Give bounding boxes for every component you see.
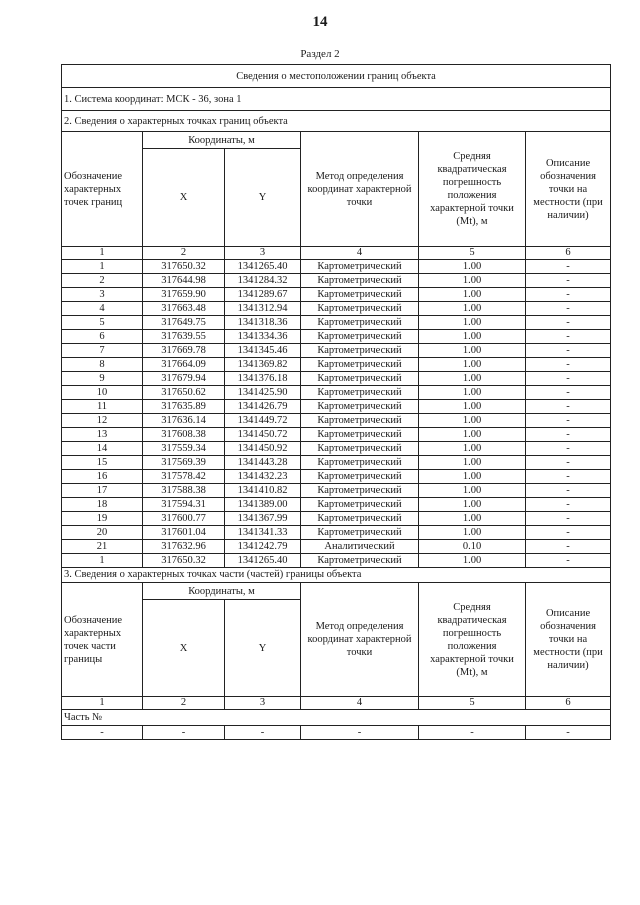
method: Картометрический [301,260,419,274]
point-number: 6 [62,330,143,344]
method: Аналитический [301,540,419,554]
method: Картометрический [301,498,419,512]
column-number: 2 [143,697,225,710]
column-number: 1 [62,697,143,710]
error-mt: 0.10 [419,540,526,554]
point-number: 8 [62,358,143,372]
table-row [62,554,611,568]
table-row [62,414,611,428]
header-y: Y [225,149,301,247]
point-number: 1 [62,260,143,274]
description: - [526,274,611,288]
y-coordinate: 1341425.90 [225,386,301,400]
x-coordinate: 317594.31 [143,498,225,512]
point-number: 5 [62,316,143,330]
point-number: 18 [62,498,143,512]
table-row [62,428,611,442]
description: - [526,428,611,442]
method: Картометрический [301,274,419,288]
y-coordinate: 1341369.82 [225,358,301,372]
part2-title: 3. Сведения о характерных точках части (частей) границы объекта [62,568,611,583]
point-number: 11 [62,400,143,414]
point-number: 15 [62,456,143,470]
part1-column-numbers [62,247,611,260]
error-mt: 1.00 [419,330,526,344]
method: Картометрический [301,372,419,386]
table-row [62,358,611,372]
description: - [526,526,611,540]
header2-designation: Обозначение характерных точек части границы [62,583,143,697]
header-description: Описание обозначения точки на местности (при наличии) [526,132,611,247]
table-row [62,386,611,400]
part2-empty-row [62,726,611,740]
x-coordinate: 317650.62 [143,386,225,400]
description: - [526,456,611,470]
table-title: Сведения о местоположении границ объекта [62,65,611,88]
description: - [526,484,611,498]
description: - [526,442,611,456]
method: Картометрический [301,456,419,470]
y-coordinate: 1341449.72 [225,414,301,428]
point-number: 17 [62,484,143,498]
point-number: 16 [62,470,143,484]
description: - [526,726,611,740]
method: Картометрический [301,484,419,498]
method: Картометрический [301,554,419,568]
x-coordinate: 317663.48 [143,302,225,316]
description: - [526,540,611,554]
description: - [526,498,611,512]
point-number: 12 [62,414,143,428]
method: Картометрический [301,302,419,316]
part-number-label: Часть № [62,710,611,726]
header2-x: X [143,600,225,697]
y-coordinate: 1341341.33 [225,526,301,540]
x-coordinate: 317650.32 [143,554,225,568]
x-coordinate: 317559.34 [143,442,225,456]
y-coordinate: - [225,726,301,740]
method: Картометрический [301,400,419,414]
x-coordinate: 317659.90 [143,288,225,302]
point-number: 13 [62,428,143,442]
header2-y: Y [225,600,301,697]
table-row [62,484,611,498]
table-row [62,260,611,274]
column-number: 4 [301,247,419,260]
column-number: 5 [419,697,526,710]
point-number: 20 [62,526,143,540]
error-mt: 1.00 [419,288,526,302]
x-coordinate: - [143,726,225,740]
point-number: 10 [62,386,143,400]
x-coordinate: 317644.98 [143,274,225,288]
coordinate-system: 1. Система координат: МСК - 36, зона 1 [62,88,611,111]
y-coordinate: 1341265.40 [225,260,301,274]
point-number: 4 [62,302,143,316]
method: Картометрический [301,344,419,358]
method: Картометрический [301,526,419,540]
table-row [62,316,611,330]
method: Картометрический [301,470,419,484]
error-mt: - [419,726,526,740]
table-row [62,400,611,414]
table-row [62,442,611,456]
x-coordinate: 317632.96 [143,540,225,554]
error-mt: 1.00 [419,428,526,442]
y-coordinate: 1341284.32 [225,274,301,288]
error-mt: 1.00 [419,498,526,512]
description: - [526,554,611,568]
part2-column-numbers [62,697,611,710]
table-row [62,498,611,512]
column-number: 1 [62,247,143,260]
y-coordinate: 1341318.36 [225,316,301,330]
header-method: Метод определения координат характерной точки [301,132,419,247]
table-row [62,302,611,316]
error-mt: 1.00 [419,344,526,358]
error-mt: 1.00 [419,316,526,330]
header2-error: Средняя квадратическая погрешность положения характерной точки (Mt), м [419,583,526,697]
method: Картометрический [301,512,419,526]
y-coordinate: 1341312.94 [225,302,301,316]
method: Картометрический [301,358,419,372]
method: Картометрический [301,330,419,344]
point-number: 14 [62,442,143,456]
description: - [526,344,611,358]
error-mt: 1.00 [419,512,526,526]
x-coordinate: 317679.94 [143,372,225,386]
error-mt: 1.00 [419,470,526,484]
y-coordinate: 1341426.79 [225,400,301,414]
column-number: 2 [143,247,225,260]
y-coordinate: 1341265.40 [225,554,301,568]
x-coordinate: 317649.75 [143,316,225,330]
table-row [62,274,611,288]
error-mt: 1.00 [419,260,526,274]
y-coordinate: 1341345.46 [225,344,301,358]
x-coordinate: 317600.77 [143,512,225,526]
y-coordinate: 1341367.99 [225,512,301,526]
method: Картометрический [301,414,419,428]
error-mt: 1.00 [419,442,526,456]
method: Картометрический [301,442,419,456]
method: Картометрический [301,428,419,442]
header2-method: Метод определения координат характерной точки [301,583,419,697]
error-mt: 1.00 [419,484,526,498]
method: Картометрический [301,288,419,302]
x-coordinate: 317669.78 [143,344,225,358]
point-number: 7 [62,344,143,358]
description: - [526,288,611,302]
point-number: 2 [62,274,143,288]
x-coordinate: 317588.38 [143,484,225,498]
column-number: 4 [301,697,419,710]
method: Картометрический [301,386,419,400]
description: - [526,358,611,372]
column-number: 3 [225,247,301,260]
x-coordinate: 317639.55 [143,330,225,344]
table-row [62,330,611,344]
method: - [301,726,419,740]
x-coordinate: 317636.14 [143,414,225,428]
boundary-table [61,64,611,740]
y-coordinate: 1341389.00 [225,498,301,512]
header-error: Средняя квадратическая погрешность положения характерной точки (Mt), м [419,132,526,247]
table-row [62,512,611,526]
y-coordinate: 1341410.82 [225,484,301,498]
header-coords: Координаты, м [143,132,301,149]
error-mt: 1.00 [419,372,526,386]
table-row [62,456,611,470]
y-coordinate: 1341432.23 [225,470,301,484]
column-number: 6 [526,697,611,710]
table-row [62,288,611,302]
header2-description: Описание обозначения точки на местности (при наличии) [526,583,611,697]
x-coordinate: 317569.39 [143,456,225,470]
description: - [526,470,611,484]
description: - [526,386,611,400]
description: - [526,372,611,386]
point-number: 21 [62,540,143,554]
x-coordinate: 317601.04 [143,526,225,540]
table-row [62,470,611,484]
table-row [62,526,611,540]
column-number: 3 [225,697,301,710]
header2-coords: Координаты, м [143,583,301,600]
error-mt: 1.00 [419,386,526,400]
description: - [526,400,611,414]
y-coordinate: 1341242.79 [225,540,301,554]
error-mt: 1.00 [419,554,526,568]
description: - [526,302,611,316]
column-number: 5 [419,247,526,260]
table-row [62,344,611,358]
point-number: 3 [62,288,143,302]
error-mt: 1.00 [419,358,526,372]
table-row [62,540,611,554]
part1-title: 2. Сведения о характерных точках границ объекта [62,111,611,132]
point-number: 1 [62,554,143,568]
x-coordinate: 317635.89 [143,400,225,414]
point-number: 9 [62,372,143,386]
x-coordinate: 317608.38 [143,428,225,442]
error-mt: 1.00 [419,302,526,316]
description: - [526,414,611,428]
description: - [526,260,611,274]
y-coordinate: 1341443.28 [225,456,301,470]
description: - [526,316,611,330]
y-coordinate: 1341289.67 [225,288,301,302]
point-number: - [62,726,143,740]
point-number: 19 [62,512,143,526]
y-coordinate: 1341450.92 [225,442,301,456]
header-x: X [143,149,225,247]
x-coordinate: 317578.42 [143,470,225,484]
description: - [526,512,611,526]
page-number: 14 [312,14,328,30]
error-mt: 1.00 [419,414,526,428]
method: Картометрический [301,316,419,330]
y-coordinate: 1341450.72 [225,428,301,442]
error-mt: 1.00 [419,400,526,414]
table-row [62,372,611,386]
header-designation: Обозначение характерных точек границ [62,132,143,247]
column-number: 6 [526,247,611,260]
error-mt: 1.00 [419,526,526,540]
section-label: Раздел 2 [300,48,340,60]
y-coordinate: 1341334.36 [225,330,301,344]
error-mt: 1.00 [419,456,526,470]
x-coordinate: 317664.09 [143,358,225,372]
error-mt: 1.00 [419,274,526,288]
x-coordinate: 317650.32 [143,260,225,274]
description: - [526,330,611,344]
y-coordinate: 1341376.18 [225,372,301,386]
